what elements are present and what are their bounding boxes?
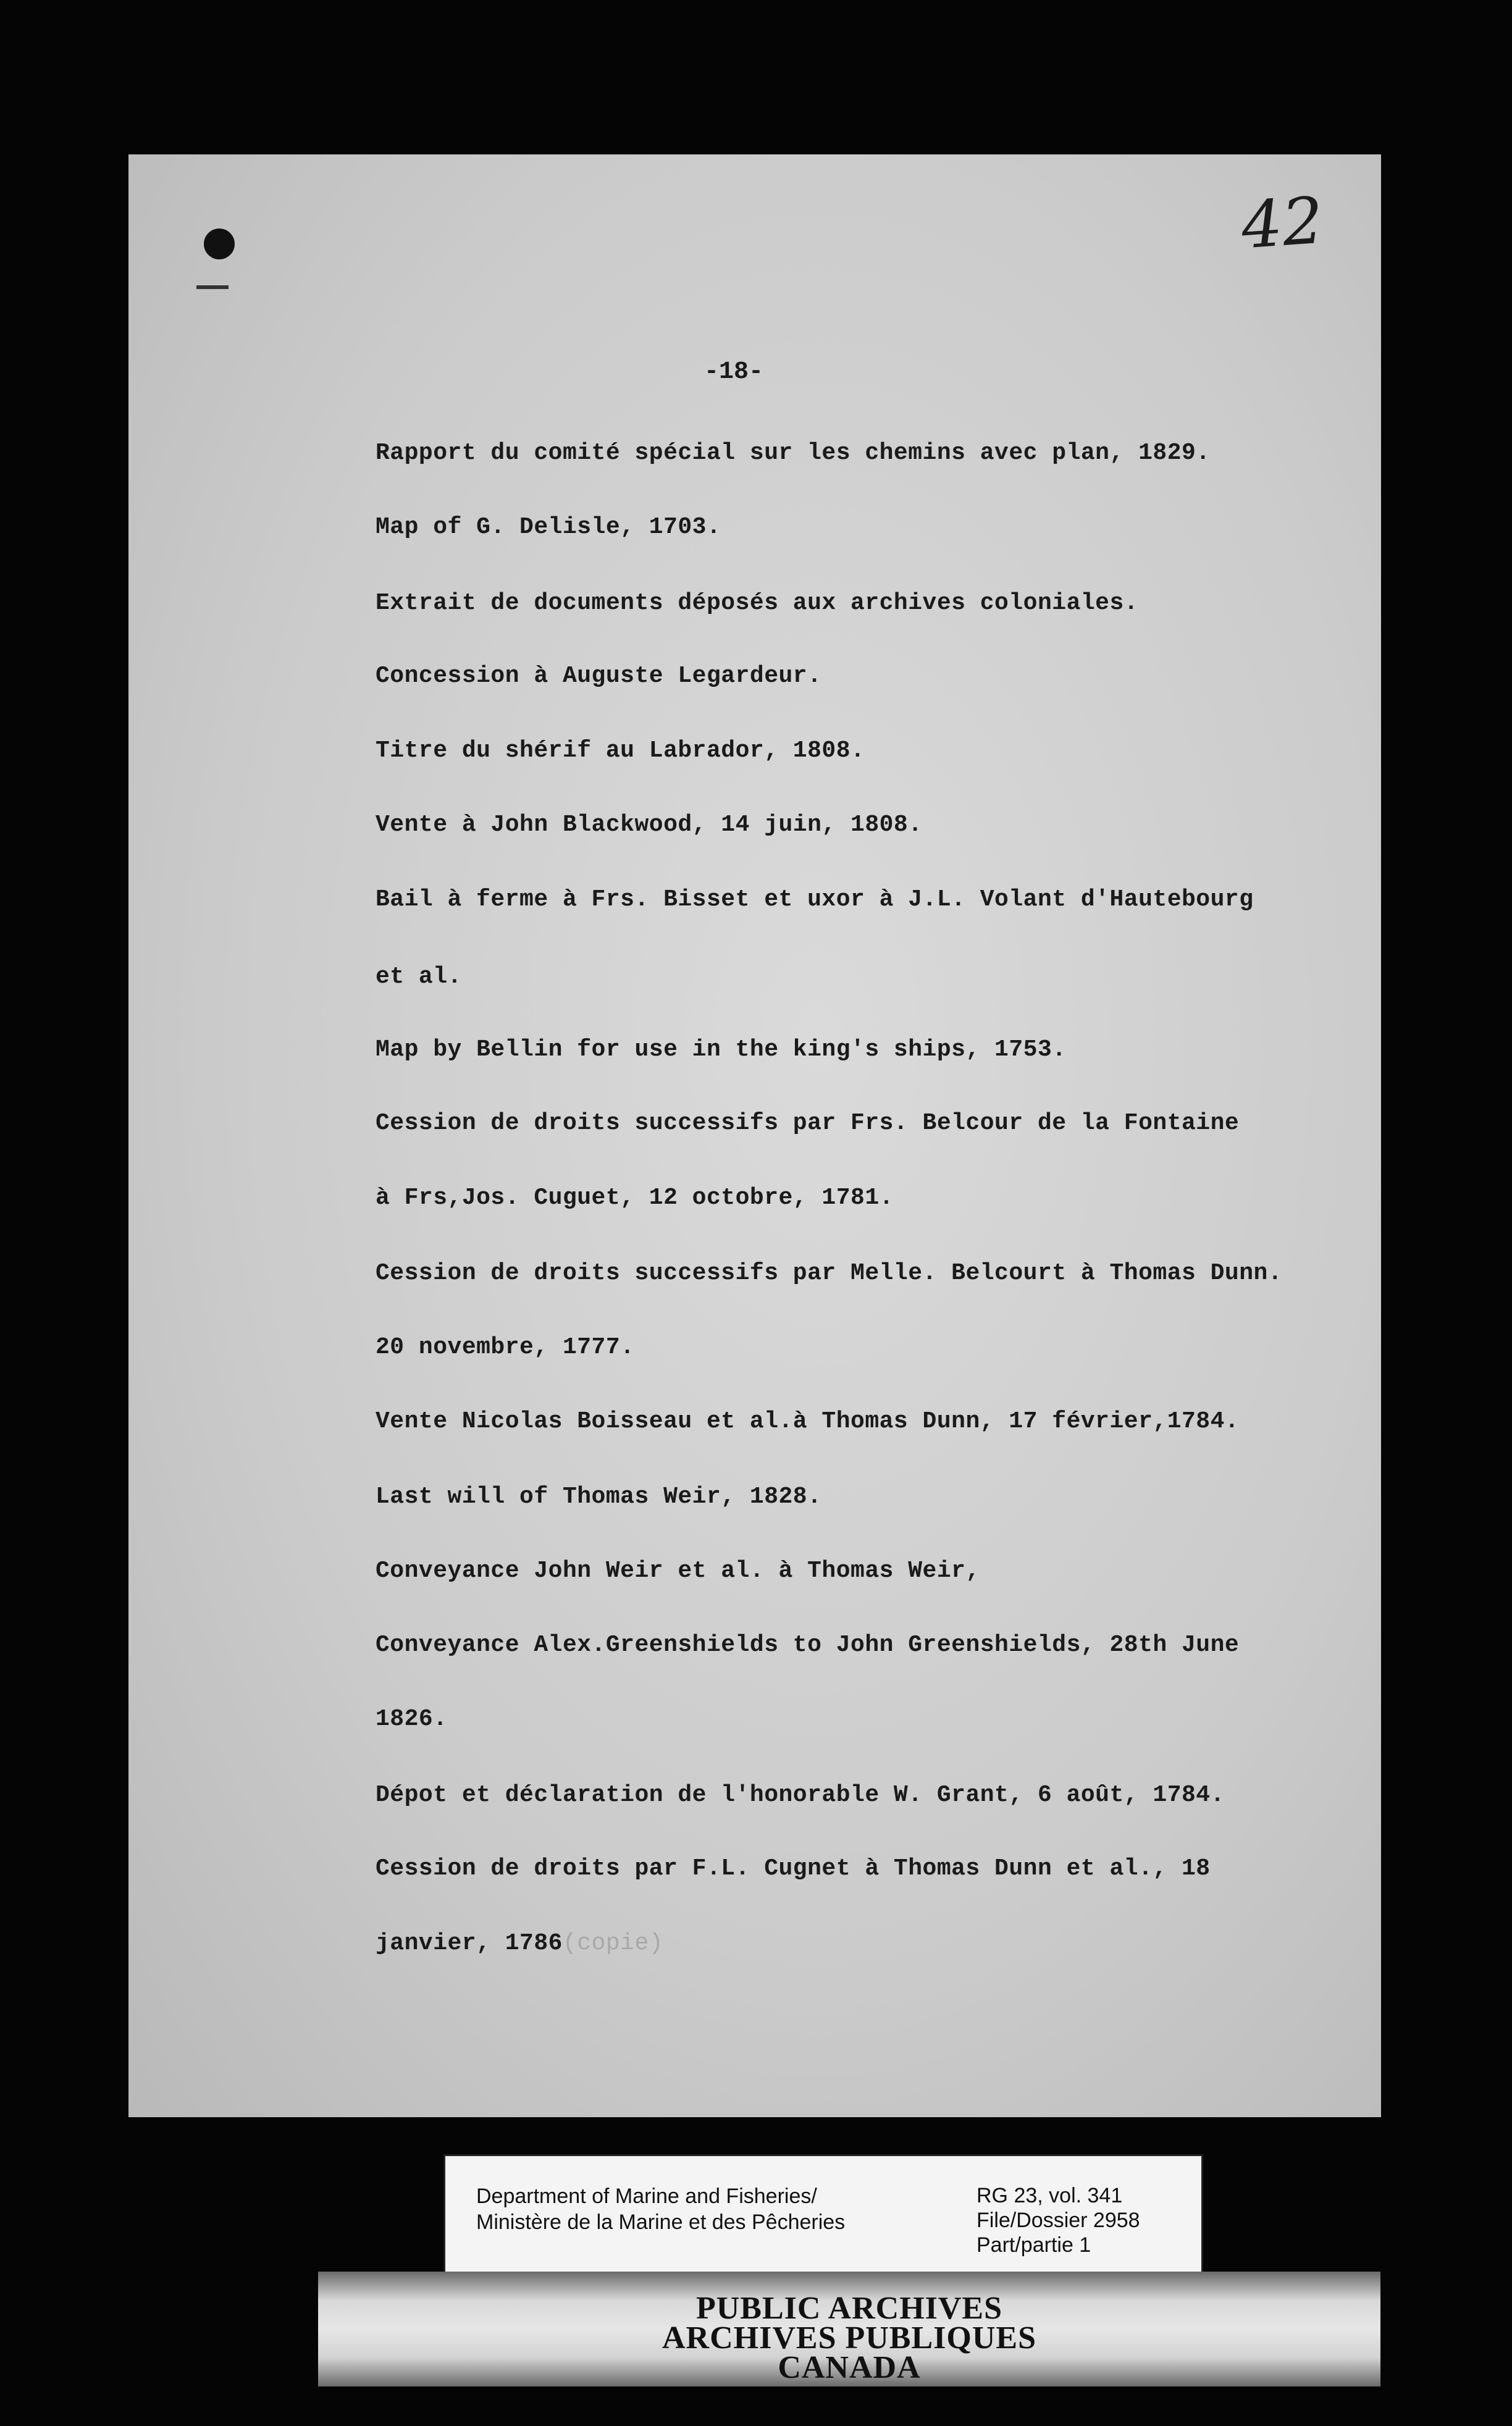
punch-hole-icon	[204, 229, 235, 259]
reference-part: Part/partie 1	[976, 2233, 1091, 2257]
entry-line: Map by Bellin for use in the king's ships, 1753.	[376, 1036, 1067, 1063]
archives-stamp	[318, 2272, 1380, 2386]
entry-line: Dépot et déclaration de l'honorable W. Grant, 6 août, 1784.	[376, 1782, 1225, 1808]
entry-line: et al.	[376, 963, 462, 990]
reference-rg: RG 23, vol. 341	[976, 2184, 1123, 2207]
entry-line: Conveyance John Weir et al. à Thomas Weir,	[376, 1558, 980, 1584]
department-names	[476, 2183, 845, 2235]
entry-line: 1826.	[376, 1706, 448, 1732]
entry-text: janvier, 1786	[376, 1930, 563, 1957]
entry-line: Cession de droits successifs par Melle. Belcourt à Thomas Dunn.	[376, 1260, 1283, 1286]
archive-label	[443, 2154, 1203, 2281]
entry-line: Extrait de documents déposés aux archives coloniales.	[376, 590, 1139, 616]
entry-line: Cession de droits successifs par Frs. Belcour de la Fontaine	[376, 1110, 1240, 1136]
department-fr: Ministère de la Marine et des Pêcheries	[476, 2210, 846, 2234]
entry-line: Rapport du comité spécial sur les chemins avec plan, 1829.	[376, 440, 1211, 466]
stamp-text	[318, 2291, 1380, 2385]
page-number: -18-	[704, 358, 764, 386]
reference-numbers	[976, 2183, 1140, 2257]
entry-line: à Frs,Jos. Cuguet, 12 octobre, 1781.	[376, 1185, 894, 1211]
stamp-line-1: PUBLIC ARCHIVES	[695, 2291, 1003, 2326]
entry-line: Cession de droits par F.L. Cugnet à Thomas Dunn et al., 18	[376, 1855, 1211, 1882]
folio-number: 42	[1238, 182, 1326, 264]
department-en: Department of Marine and Fisheries/	[476, 2185, 817, 2208]
entry-line: Conveyance Alex.Greenshields to John Greenshields, 28th June	[376, 1632, 1240, 1658]
faded-annotation: (copie)	[562, 1930, 664, 1957]
entry-line: Concession à Auguste Legardeur.	[376, 663, 822, 689]
entry-line: Vente Nicolas Boisseau et al.à Thomas Dunn, 17 février,1784.	[376, 1408, 1240, 1435]
entry-line: Last will of Thomas Weir, 1828.	[376, 1484, 822, 1510]
stamp-line-3: CANADA	[778, 2350, 921, 2385]
entry-line: Titre du shérif au Labrador, 1808.	[376, 737, 865, 764]
entry-line: 20 novembre, 1777.	[376, 1334, 635, 1361]
entry-line: Vente à John Blackwood, 14 juin, 1808.	[376, 812, 923, 838]
entry-line	[376, 1930, 663, 1957]
reference-file: File/Dossier 2958	[976, 2209, 1140, 2232]
margin-mark	[196, 285, 229, 289]
stamp-line-2: ARCHIVES PUBLIQUES	[662, 2320, 1037, 2356]
entry-line: Map of G. Delisle, 1703.	[376, 514, 721, 540]
entry-line: Bail à ferme à Frs. Bisset et uxor à J.L. Volant d'Hautebourg	[376, 886, 1254, 913]
